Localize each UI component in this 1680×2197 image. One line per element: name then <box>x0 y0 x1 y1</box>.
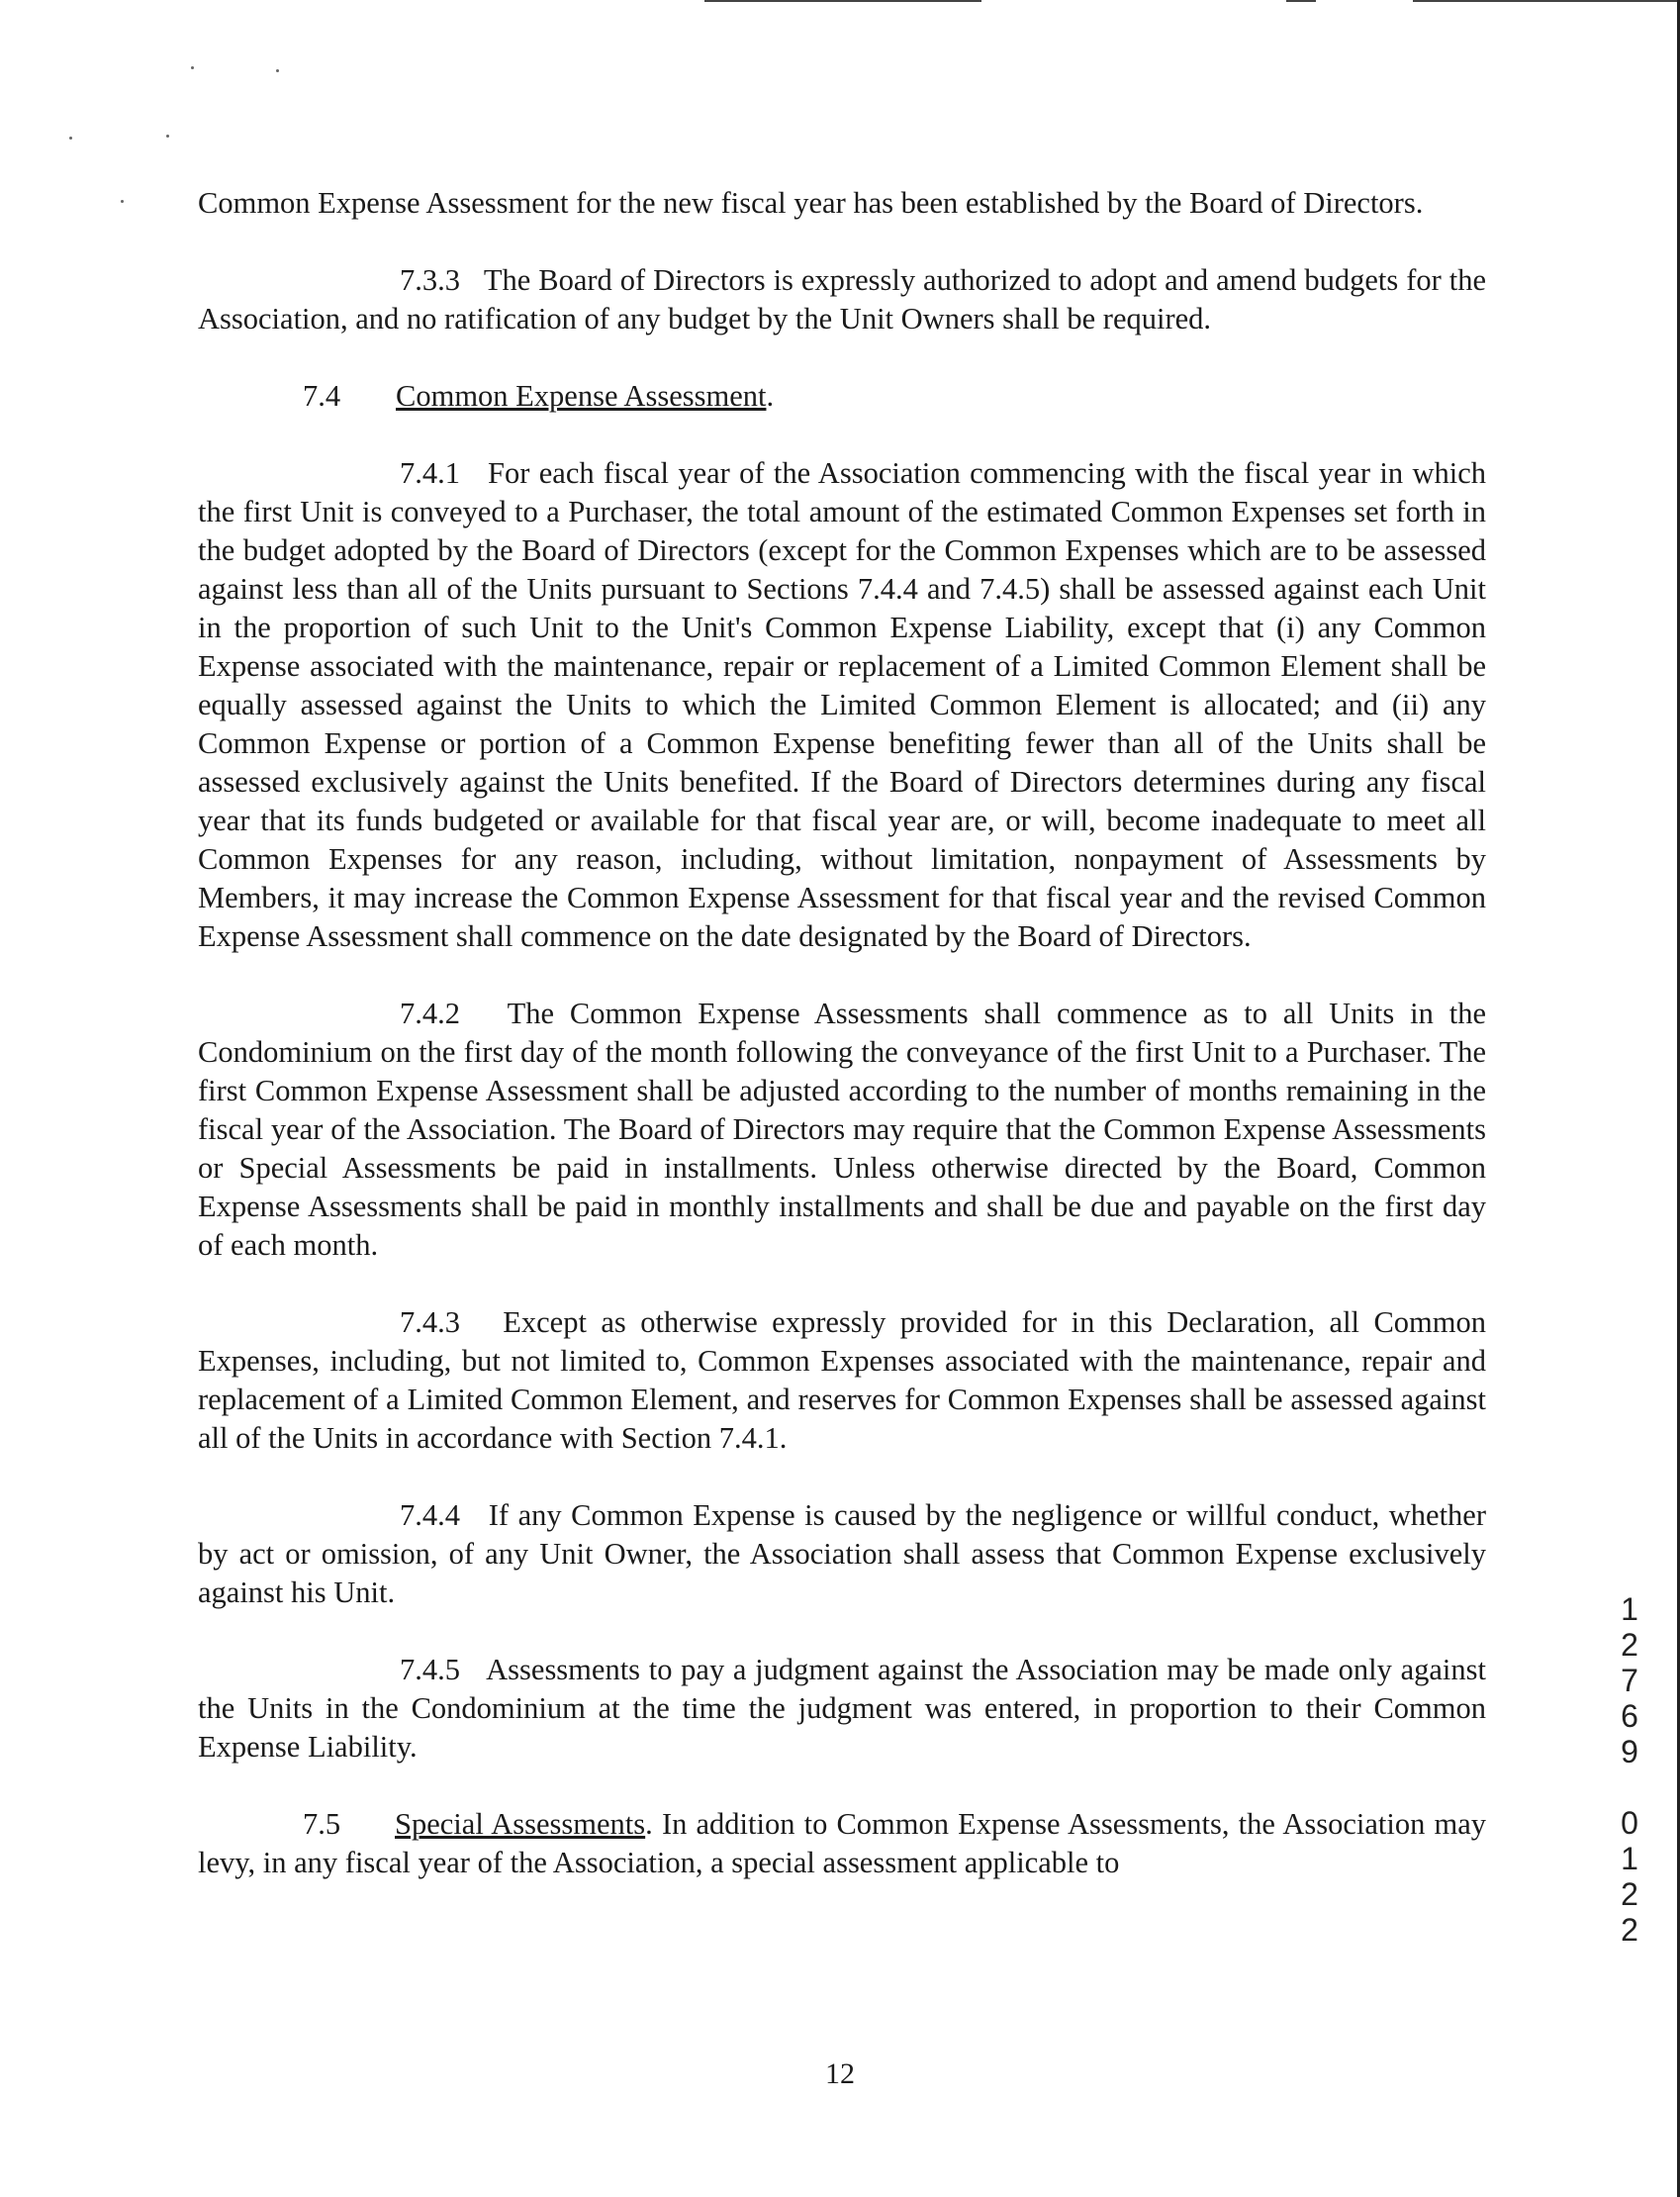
scan-speck <box>69 137 72 140</box>
section-number: 7.3.3 <box>400 263 460 297</box>
section-7-4-3 <box>198 1303 1486 1458</box>
section-text: The Board of Directors is expressly authorized to adopt and amend budgets for the Association, and no ratification of any budget by the Unit Owners shall be required. <box>198 263 1487 335</box>
scan-speck <box>276 69 279 72</box>
section-number: 7.4.1 <box>400 456 460 490</box>
scan-artifact-line <box>704 0 981 2</box>
continuation-paragraph: Common Expense Assessment for the new fiscal year has been established by the Board of Directors. <box>198 186 1424 220</box>
title-period: . <box>645 1807 653 1841</box>
scan-speck <box>166 135 169 138</box>
section-7-4-4 <box>198 1496 1486 1612</box>
section-text: If any Common Expense is caused by the negligence or willful conduct, whether by act or omission, of any Unit Owner, the Association shall assess that Common Expense exclusively against his Unit. <box>198 1498 1487 1609</box>
section-number: 7.5 <box>303 1807 341 1841</box>
scan-artifact-line <box>1286 0 1316 2</box>
section-text: For each fiscal year of the Association commencing with the fiscal year in which the first Unit is conveyed to a Purchaser, the total amount of the estimated Common Expenses set forth in the budget adopted by the Board of Directors (except for the Common Expenses which are to be assessed against less than all of the Units pursuant to Sections 7.4.4 and 7.4.5) shall be assessed against each Unit in the proportion of such Unit to the Unit's Common Expense Liability, except that (i) any Common Expense associated with the maintenance, repair or replacement of a Limited Common Element shall be equally assessed against the Units to which the Limited Common Element is allocated; and (ii) any Common Expense or portion of a Common Expense benefiting fewer than all of the Units shall be assessed exclusively against the Units benefited. If the Board of Directors determines during any fiscal year that its funds budgeted or available for that fiscal year are, or will, become inadequate to meet all Common Expenses for any reason, including, without limitation, nonpayment of Assessments by Members, it may increase the Common Expense Assessment for that fiscal year and the revised Common Expense Assessment shall commence on the date designated by the Board of Directors. <box>198 456 1487 953</box>
section-7-5 <box>198 1805 1486 1882</box>
section-text: The Common Expense Assessments shall commence as to all Units in the Condominium on the first day of the month following the conveyance of the first Unit to a Purchaser. The first Common Expense Assessment shall be adjusted according to the number of months remaining in the fiscal year of the Association. The Board of Directors may require that the Common Expense Assessments or Special Assessments be paid in installments. Unless otherwise directed by the Board, Common Expense Assessments shall be paid in monthly installments and shall be due and payable on the first day of each month. <box>198 997 1486 1262</box>
section-title: Common Expense Assessment <box>396 379 767 413</box>
scan-speck <box>121 200 124 203</box>
section-number: 7.4.4 <box>400 1498 460 1532</box>
title-period: . <box>766 379 775 413</box>
page-number: 12 <box>825 2057 855 2090</box>
document-body <box>198 184 1486 1882</box>
section-number: 7.4.3 <box>400 1305 460 1339</box>
section-7-4-2 <box>198 995 1486 1265</box>
section-7-4-5 <box>198 1651 1486 1767</box>
section-number: 7.4 <box>303 379 341 413</box>
section-title: Special Assessments <box>395 1807 646 1841</box>
section-text: In addition to Common Expense Assessments, the Association may levy, in any fiscal year of the Association, a special assessment applicable to <box>198 1807 1487 1879</box>
section-text: Assessments to pay a judgment against the Association may be made only against the Units in the Condominium at the time the judgment was entered, in proportion to their Common Expense Liability. <box>198 1653 1487 1764</box>
section-7-4-heading <box>198 377 1486 416</box>
section-7-4-1 <box>198 454 1486 956</box>
section-number: 7.4.5 <box>400 1653 460 1686</box>
section-number: 7.4.2 <box>400 997 460 1030</box>
scan-artifact-line <box>1413 0 1680 2</box>
section-text: Except as otherwise expressly provided for in this Declaration, all Common Expenses, including, but not limited to, Common Expenses associated with the maintenance, repair and replacement of a Limited Common Element, and reserves for Common Expenses shall be assessed against all of the Units in accordance with Section 7.4.1. <box>198 1305 1486 1455</box>
margin-recording-stamp: 12769 0122 <box>1612 1591 1647 1948</box>
scan-speck <box>191 66 194 69</box>
section-7-3-3 <box>198 261 1486 338</box>
